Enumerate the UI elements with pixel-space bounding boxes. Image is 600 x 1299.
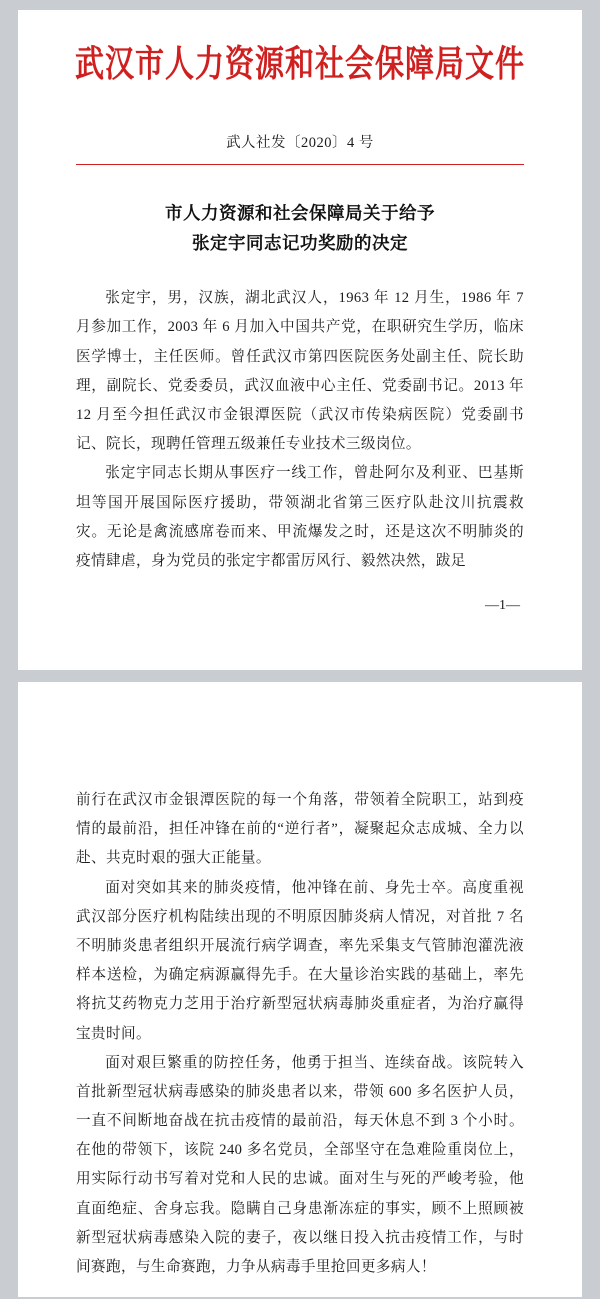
page-title-line-1: 市人力资源和社会保障局关于给予 bbox=[165, 202, 435, 223]
masthead bbox=[18, 10, 582, 83]
page-number-footer: —1— bbox=[485, 598, 520, 614]
document-page-1 bbox=[18, 10, 582, 670]
page-title-line-2: 张定宇同志记功奖励的决定 bbox=[192, 232, 408, 253]
page-separator bbox=[0, 670, 600, 682]
paragraph: 前行在武汉市金银潭医院的每一个角落，带领着全院职工，站到疫情的最前沿，担任冲锋在前的“逆行者”，凝聚起众志成城、全力以赴、共克时艰的强大正能量。 bbox=[76, 792, 524, 867]
paragraph: 面对艰巨繁重的防控任务，他勇于担当、连续奋战。该院转入首批新型冠状病毒感染的肺炎患者以来，带领 600 多名医护人员，一直不间断地奋战在抗击疫情的最前沿，每天休息不到 3 个小时。在他的带领下，该院 240 多名党员，全部坚守在急难险重岗位上，用实际行动书写着对党和人民的忠诚。面对生与死的严峻考验，他直面绝症、舍身忘我。隐瞒自己身患渐冻症的事实，顾不上照顾被新型冠状病毒感染入院的妻子，夜以继日投入抗击疫情工作，与时间赛跑，与生命赛跑，力争从病毒手里抢回更多病人！ bbox=[76, 1054, 524, 1275]
document-page-2 bbox=[18, 682, 582, 1297]
red-divider-rule bbox=[76, 164, 524, 165]
page-1-body bbox=[76, 284, 524, 576]
paragraph: 张定宇，男，汉族，湖北武汉人，1963 年 12 月生，1986 年 7 月参加工作，2003 年 6 月加入中国共产党，在职研究生学历，临床医学博士，主任医师。曾任武汉市第四医院医务处副主任、院长助理，副院长、党委委员，武汉血液中心主任、党委副书记。2013 年 12 月至今担任武汉市金银潭医院（武汉市传染病医院）党委副书记、院长，现聘任管理五级兼任专业技术三级岗位。 bbox=[76, 290, 524, 453]
masthead-title: 武汉市人力资源和社会保障局文件 bbox=[74, 44, 525, 85]
page-2-body bbox=[76, 682, 524, 1282]
paragraph: 张定宇同志长期从事医疗一线工作，曾赴阿尔及利亚、巴基斯坦等国开展国际医疗援助，带领湖北省第三医疗队赴汶川抗震救灾。无论是禽流感席卷而来、甲流爆发之时，还是这次不明肺炎的疫情肆虐，身为党员的张定宇都雷厉风行、毅然决然，跋足 bbox=[76, 465, 524, 569]
document-number: 武人社发〔2020〕4 号 bbox=[226, 134, 374, 151]
page-title bbox=[76, 199, 524, 259]
paragraph: 面对突如其来的肺炎疫情，他冲锋在前、身先士卒。高度重视武汉部分医疗机构陆续出现的不明原因肺炎病人情况，对首批 7 名不明肺炎患者组织开展流行病学调查，率先采集支气管肺泡灌洗液样本送检，为确定病源赢得先手。在大量诊治实践的基础上，率先将抗艾药物克力芝用于治疗新型冠状病毒肺炎重症者，为治疗赢得宝贵时间。 bbox=[76, 879, 524, 1042]
